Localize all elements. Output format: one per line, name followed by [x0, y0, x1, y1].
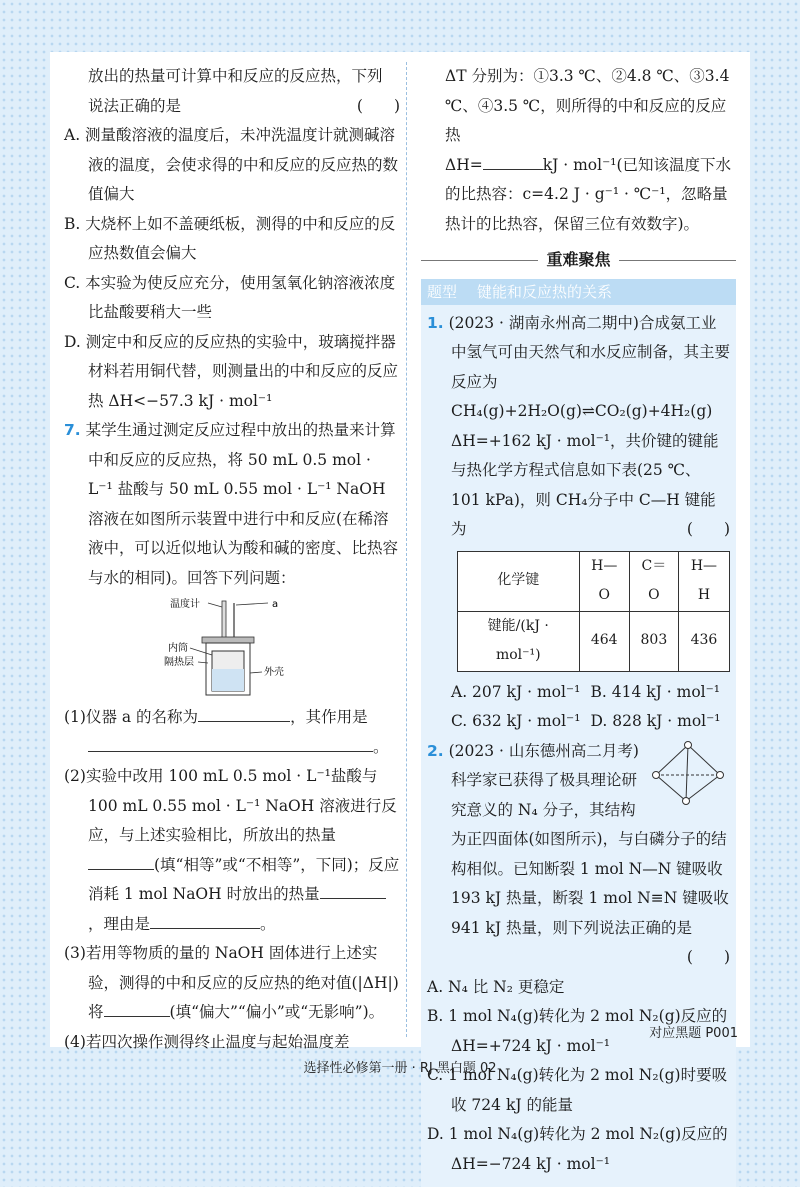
answer-blank[interactable] — [483, 151, 543, 170]
q1-stem: 1. (2023 · 湖南永州高二期中)合成氨工业中氢气可由天然气和水反应制备，其主要反应为CH₄(g)+2H₂O(g)⇌CO₂(g)+4H₂(g) — [427, 309, 730, 427]
q1-option-a: A. 207 kJ · mol⁻¹ — [451, 678, 591, 708]
table-row: 键能/(kJ · mol⁻¹) 464 803 436 — [458, 611, 730, 671]
q2-number: 2. — [427, 742, 444, 760]
label-thermometer: 温度计 — [170, 597, 200, 610]
column-divider — [406, 62, 407, 1037]
answer-blank[interactable] — [150, 910, 260, 929]
q1-option-b: B. 414 kJ · mol⁻¹ — [591, 678, 731, 708]
q1-dh: ΔH=+162 kJ · mol⁻¹，共价键的键能与热化学方程式信息如下表(25 ℃、101 kPa)，则 CH₄分子中 C—H 键能为 ( ) — [427, 427, 730, 545]
q1-options — [427, 678, 730, 737]
q2-paren-line — [427, 943, 730, 973]
q7-sub4-continued: ΔT 分别为：①3.3 ℃、②4.8 ℃、③3.4 ℃、④3.5 ℃，则所得的中和反应的反应热 — [421, 62, 736, 151]
q7-sub1-line: 。 — [64, 733, 400, 763]
q1-option-c: C. 632 kJ · mol⁻¹ — [451, 707, 591, 737]
right-column — [421, 62, 736, 1187]
corner-reference: 对应黑题 P001 — [649, 1022, 738, 1041]
q7-number: 7. — [64, 421, 81, 439]
q7-text: 某学生通过测定反应过程中放出的热量来计算中和反应的反应热，将 50 mL 0.5 mol · L⁻¹ 盐酸与 50 mL 0.55 mol · L⁻¹ NaOH 溶液在如图所示装置中进行中和反应(在稀溶液中，可以近似地认为酸和碱的密度、比热容与水的相同)。回答下列问题： — [86, 421, 398, 587]
answer-blank[interactable] — [88, 851, 154, 870]
page-footer: 选择性必修第一册 · RJ 黑白题 02 — [0, 1057, 800, 1076]
q6-intro-line2 — [64, 92, 400, 122]
answer-paren: ( ) — [357, 92, 400, 122]
q2-option-d: D. 1 mol N₄(g)转化为 2 mol N₂(g)反应的 ΔH=−724 kJ · mol⁻¹ — [427, 1120, 730, 1179]
left-column — [64, 62, 400, 1057]
answer-blank[interactable] — [198, 703, 290, 722]
q7-sub4-answer: ΔH= kJ · mol⁻¹(已知该温度下水的比热容：c=4.2 J · g⁻¹ · ℃⁻¹，忽略量热计的比热容，保留三位有效数字)。 — [421, 151, 736, 240]
label-inner: 内筒 — [168, 641, 188, 654]
q7-sub4: (4)若四次操作测得终止温度与起始温度差 — [64, 1028, 400, 1058]
section-heading: 重难聚焦 — [421, 245, 736, 275]
type-banner — [421, 279, 736, 305]
answer-blank[interactable] — [320, 880, 386, 899]
answer-paren: ( ) — [687, 515, 730, 545]
calorimeter-figure — [164, 593, 294, 703]
q7-sub3: (3)若用等物质的量的 NaOH 固体进行上述实验，测得的中和反应的反应热的绝对值(|ΔH|)将 (填“偏大”“偏小”或“无影响”)。 — [64, 939, 400, 1028]
q2-stem: 2. (2023 · 山东德州高二月考)科学家已获得了极具理论研究意义的 N₄ 分子，其结构为正四面体(如图所示)，与白磷分子的结构相似。已知断裂 1 mol N—N 键吸收 193 kJ 热量，断裂 1 mol N≡N 键吸收 941 kJ 热量，则下列说法正确的是 — [427, 737, 730, 944]
q7-stem — [64, 416, 400, 593]
q6-intro-line1: 放出的热量可计算中和反应的反应热，下列 — [64, 62, 400, 92]
q6-option-c: C. 本实验为使反应充分，使用氢氧化钠溶液浓度比盐酸要稍大一些 — [64, 269, 400, 328]
q2-option-b: B. 1 mol N₄(g)转化为 2 mol N₂(g)反应的 ΔH=+724 kJ · mol⁻¹ — [427, 1002, 730, 1061]
answer-blank[interactable] — [88, 733, 373, 752]
answer-paren: ( ) — [687, 948, 730, 966]
label-insulation: 隔热层 — [164, 655, 194, 668]
type-title: 键能和反应热的关系 — [477, 283, 612, 301]
q7-sub1: (1)仪器 a 的名称为 ，其作用是 — [64, 703, 400, 733]
q2-option-c: C. 1 mol N₄(g)转化为 2 mol N₂(g)时要吸收 724 kJ 的能量 — [427, 1061, 730, 1120]
label-outer: 外壳 — [264, 665, 284, 678]
focus-box — [421, 305, 736, 1187]
q1-number: 1. — [427, 314, 444, 332]
q2-option-a: A. N₄ 比 N₂ 更稳定 — [427, 973, 730, 1003]
q7-sub2: (2)实验中改用 100 mL 0.5 mol · L⁻¹盐酸与 100 mL 0.55 mol · L⁻¹ NaOH 溶液进行反应，与上述实验相比，所放出的热量(填“相等”或“不相等”，下同)；反应消耗 1 mol NaOH 时放出的热量，理由是 。 — [64, 762, 400, 939]
q1-option-d: D. 828 kJ · mol⁻¹ — [591, 707, 731, 737]
q6-intro-text: 说法正确的是 — [88, 97, 181, 115]
q6-option-d: D. 测定中和反应的反应热的实验中，玻璃搅拌器材料若用铜代替，则测量出的中和反应的反应热 ΔH<−57.3 kJ · mol⁻¹ — [64, 328, 400, 417]
tetrahedron-figure — [650, 741, 726, 807]
q6-option-a: A. 测量酸溶液的温度后，未冲洗温度计就测碱溶液的温度，会使求得的中和反应的反应热的数值偏大 — [64, 121, 400, 210]
table-header-row: 化学键 H—O C＝O H—H — [458, 551, 730, 611]
label-a: a — [272, 599, 278, 610]
type-label: 题型 — [427, 283, 457, 301]
bond-energy-table — [457, 551, 730, 672]
answer-blank[interactable] — [104, 998, 170, 1017]
q6-option-b: B. 大烧杯上如不盖硬纸板，测得的中和反应的反应热数值会偏大 — [64, 210, 400, 269]
page-sheet — [50, 52, 750, 1047]
